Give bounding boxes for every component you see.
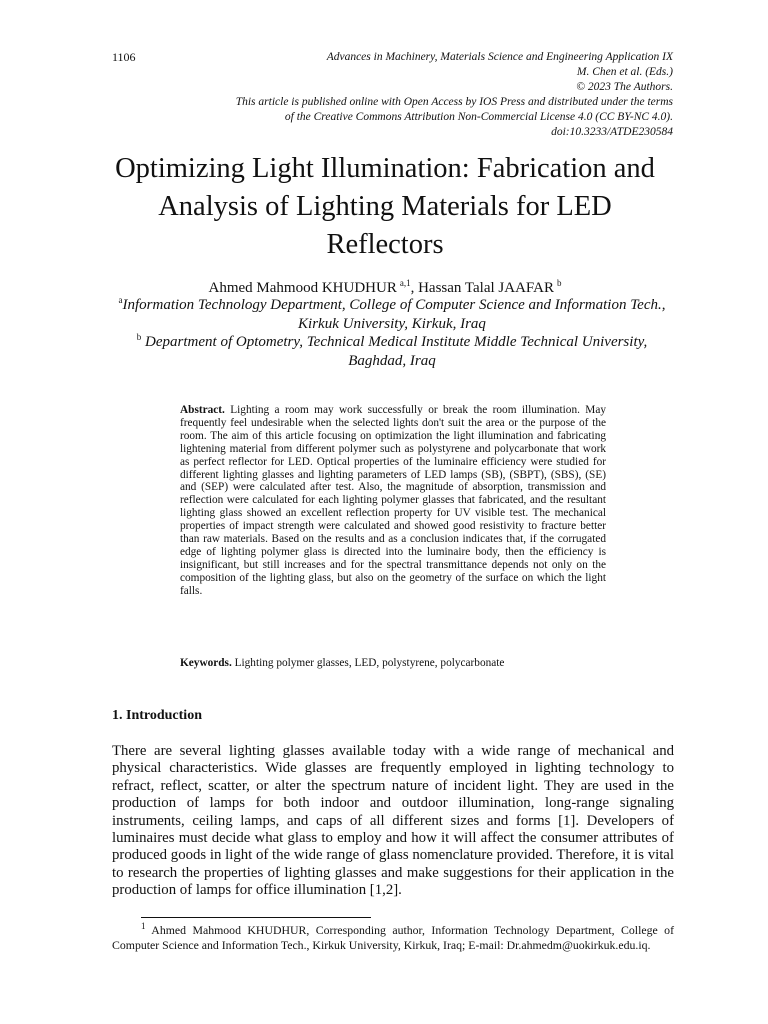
keywords-text: Lighting polymer glasses, LED, polystyrene, polycarbonate <box>234 657 505 669</box>
keywords-label: Keywords. <box>180 657 232 669</box>
affiliation-b <box>112 333 672 371</box>
affiliation-mark: a <box>118 295 123 305</box>
section-heading: 1. Introduction <box>112 708 202 723</box>
license-line-2: of the Creative Commons Attribution Non-Commercial License 4.0 (CC BY-NC 4.0). <box>284 111 673 123</box>
author-separator: , <box>410 280 419 296</box>
footnote-mark: 1 <box>141 921 146 932</box>
affiliation-text: Department of Optometry, Technical Medical Institute Middle Technical University, Baghdad, Iraq <box>145 334 648 369</box>
paper-title: Optimizing Light Illumination: Fabrication and Analysis of Lighting Materials for LED Reflectors <box>115 153 655 260</box>
doi: doi:10.3233/ATDE230584 <box>551 126 673 138</box>
page-number: 1106 <box>112 50 136 64</box>
abstract-text: Lighting a room may work successfully or break the room illumination. May frequently feel undesirable when the selected lights don't suit the area or the purpose of the room. The aim of this article focusing on optimization the light illumination and fabricating lightening material from different polymer such as polystyrene and polycarbonate that work as perfect reflector for LED. Optical properties of the luminaire efficiency were studied for different lighting glasses and lighting parameters of LED lamps (SB), (SBPT), (SBS), (SE) and (SEP) were calculated after test. Also, the magnitude of absorption, transmission and reflection were calculated for each lighting polymer glasses that fabricated, and the resultant lighting glass showed an excellent reflection property for UV visible test. The mechanical properties of impact strength were calculated and showed good resistivity to fracture better than raw materials. Based on the results and as a conclusion indicates that, if the corrugated edge of lighting polymer glass is directed into the luminaire body, then the efficiency is insignificant, but still increases and for the spectral transmittance depends not only on the composition of the lighting glass, but also on the geometry of the surface on which the light falls. <box>180 404 607 597</box>
author-list <box>100 279 670 297</box>
author-affiliation-mark: a,1 <box>399 278 411 288</box>
affiliation-a <box>112 296 672 334</box>
affiliation-mark: b <box>136 332 142 342</box>
license-line-1: This article is published online with Open Access by IOS Press and distributed under the terms <box>235 96 673 108</box>
copyright: © 2023 The Authors. <box>576 81 673 93</box>
footnote <box>112 923 674 953</box>
keywords <box>180 657 606 670</box>
body-paragraph: There are several lighting glasses available today with a wide range of mechanical and physical characteristics. Wide glasses are frequently employed in lighting technology to refract, reflect, scatter, or alter the spectrum nature of incident light. They are used in the production of lamps for both indoor and outdoor illumination, long-range signaling instruments, ceiling lamps, and caps of all different sizes and forms [1]. Developers of luminaires must decide what glass to employ and how it will affect the consumer attributes of produced goods in light of the wide range of glass nomenclature provided. Therefore, it is vital to research the properties of lighting glasses and make suggestions for their application in the production of lamps for office illumination [1,2]. <box>112 743 674 899</box>
author-name: Hassan Talal JAAFAR <box>418 280 554 296</box>
running-header <box>153 50 673 140</box>
abstract <box>180 404 606 598</box>
author-affiliation-mark: b <box>557 278 562 288</box>
footnote-divider <box>141 917 371 918</box>
journal-title: Advances in Machinery, Materials Science and Engineering Application IX <box>326 51 673 63</box>
footnote-text: Ahmed Mahmood KHUDHUR, Corresponding author, Information Technology Department, College of Computer Science and Information Tech., Kirkuk University, Kirkuk, Iraq; E-mail: Dr.ahmedm@uokirkuk.edu.iq. <box>112 923 674 952</box>
editors: M. Chen et al. (Eds.) <box>576 66 673 78</box>
author-name: Ahmed Mahmood KHUDHUR <box>208 280 397 296</box>
affiliation-text: Information Technology Department, College of Computer Science and Information Tech., Kirkuk University, Kirkuk, Iraq <box>122 297 666 332</box>
abstract-label: Abstract. <box>180 404 225 416</box>
